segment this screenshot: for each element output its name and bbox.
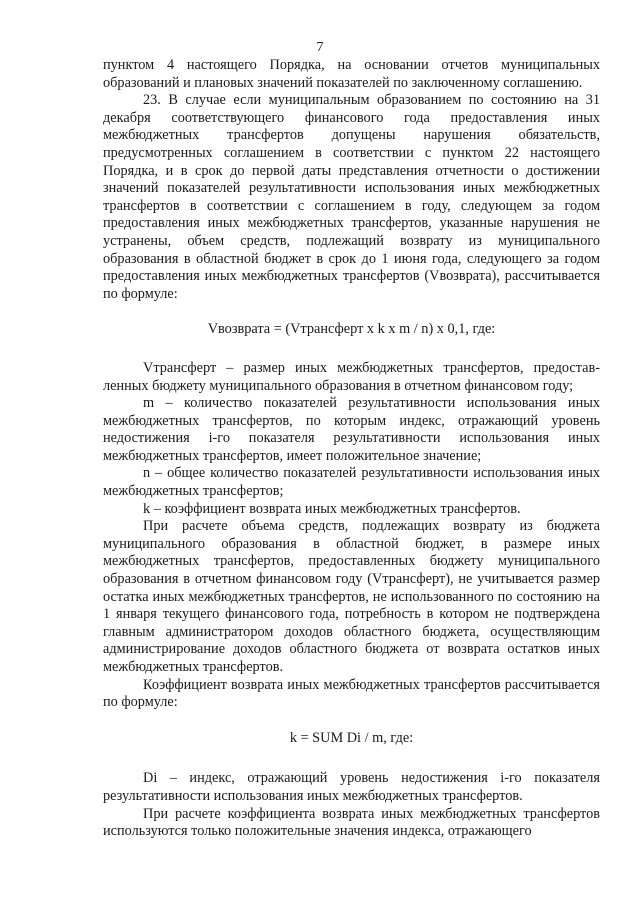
formula-coefficient: k = SUM Di / m, где: xyxy=(289,729,414,746)
paragraph-positive-values: При расчете коэффициента возврата иных межбюджетных трансфертов используются только положительные значения индекса, отражающего xyxy=(103,805,600,840)
definition-k: k – коэффициент возврата иных межбюджетных трансфертов. xyxy=(143,500,521,517)
definition-vtransfer: Vтрансферт – размер иных межбюджетных трансфертов, предоставленных бюджету муниципального образования в отчетном финансовом году; xyxy=(103,359,600,394)
definition-n: n – общее количество показателей результативности использования иных межбюджетных трансфертов; xyxy=(103,465,600,500)
formula-refund-volume: Vвозврата = (Vтрансферт x k x m / n) x 0,1, где: xyxy=(207,321,496,338)
document-body xyxy=(103,57,600,841)
paragraph-calculation-note: При расчете объема средств, подлежащих возврату из бюджета муниципального образования в областной бюджет, в размере иных межбюджетных трансфертов, предоставленных бюджету муниципального образования в отчетном финансовом году (Vтрансферт), не учитывается размер остатка иных межбюджетных трансфертов, не использованного по состоянию на 1 января текущего финансового года, потребность в котором не подтверждена главным администратором доходов областного бюджета, осуществляющим администрирование доходов областного бюджета от возврата остатков иных межбюджетных трансфертов. xyxy=(103,518,600,675)
page-number: 7 xyxy=(316,40,324,55)
definition-m: m – количество показателей результативности использования иных межбюджетных трансфертов, по которым индекс, отражающий уровень недостижения i-го показателя результативности использования иных межбюджетных трансфертов, имеет положительное значение; xyxy=(103,395,600,464)
paragraph-coefficient-intro: Коэффициент возврата иных межбюджетных трансфертов рассчитывается по формуле: xyxy=(103,676,600,711)
definition-di: Di – индекс, отражающий уровень недостижения i-го показателя результативности использования иных межбюджетных трансфертов. xyxy=(103,770,600,804)
paragraph-continuation: пунктом 4 настоящего Порядка, на основании отчетов муниципальных образований и плановых значений показателей по заключенному соглашению. xyxy=(103,57,600,91)
paragraph-item-23: 23. В случае если муниципальным образованием по состоянию на 31 декабря соответствующего финансового года предоставления иных межбюджетных трансфертов допущены нарушения обязательств, предусмотренных соглашением в соответствии с пунктом 22 настоящего Порядка, и в срок до первой даты представления отчетности о достижении значений показателей результативности использования иных межбюджетных трансфертов в соответствии с соглашением в году, следующем за годом предоставления иных межбюджетных трансфертов, указанные нарушения не устранены, объем средств, подлежащий возврату из муниципального образования в областной бюджет в срок до 1 июня года, следующего за годом предоставления иных межбюджетных трансфертов (Vвозврата), рассчитывается по формуле: xyxy=(103,92,600,302)
